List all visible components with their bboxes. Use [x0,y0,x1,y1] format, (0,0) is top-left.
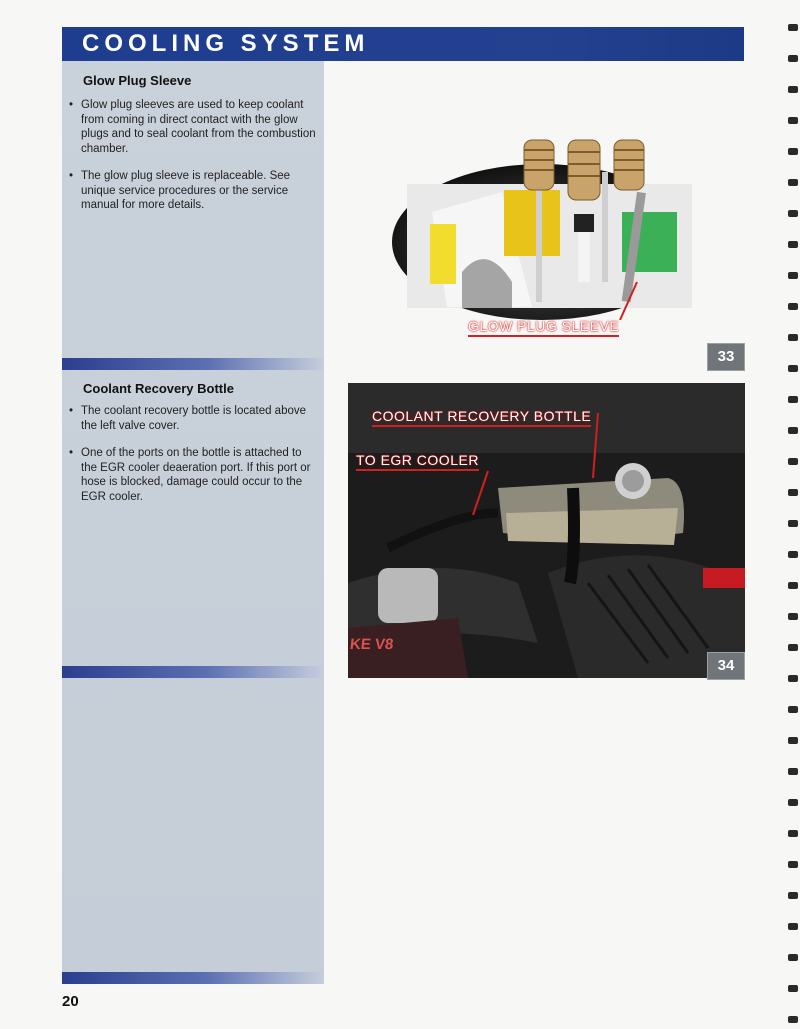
binding-ring [788,272,798,279]
binding-ring [788,210,798,217]
binding-ring [788,923,798,930]
binding-ring [788,892,798,899]
binding-ring [788,86,798,93]
binding-ring [788,985,798,992]
callout-underline [468,335,619,337]
binding-ring [788,675,798,682]
binding-ring [788,241,798,248]
bullet-item: • One of the ports on the bottle is attached to the EGR cooler deaeration port. If this port or hose is blocked, damage could occur to the EGR cooler. [69,447,311,503]
bullet-item: • The coolant recovery bottle is located above the left valve cover. [69,405,307,432]
binding-ring [788,303,798,310]
binding-ring [788,582,798,589]
binding-ring [788,613,798,620]
section-header-bar [62,27,744,61]
binding-ring [788,861,798,868]
binding-ring [788,1016,798,1023]
binding-ring [788,427,798,434]
bullet-glyph: • [69,99,74,111]
bullet-item: • Glow plug sleeves are used to keep coolant from coming in direct contact with the glow plugs and to seal coolant from the combustion chamber. [69,99,316,155]
binding-ring [788,551,798,558]
binding-ring [788,799,798,806]
binding-ring [788,768,798,775]
page-number: 20 [62,993,79,1010]
binding-ring [788,24,798,31]
binding-ring [788,55,798,62]
binding-ring [788,396,798,403]
figure-number-34: 34 [707,652,745,680]
binding-ring [788,489,798,496]
binding-ring [788,954,798,961]
binding-ring [788,334,798,341]
page-title: COOLING SYSTEM [82,30,370,57]
coolant-recovery-bottle-callout: COOLANT RECOVERY BOTTLE [372,408,591,427]
figure-number-33: 33 [707,343,745,371]
section-title-coolant-recovery-bottle: Coolant Recovery Bottle [83,381,234,396]
bullet-glyph: • [69,170,74,182]
binding-ring [788,520,798,527]
to-egr-cooler-callout: TO EGR COOLER [356,452,479,471]
binding-ring [788,706,798,713]
section-title-glow-plug-sleeve: Glow Plug Sleeve [83,73,192,88]
spiral-binding [786,0,800,1029]
binding-ring [788,148,798,155]
binding-ring [788,737,798,744]
glow-plug-sleeve-callout: GLOW PLUG SLEEVE [468,318,619,337]
binding-ring [788,365,798,372]
bullet-glyph: • [69,405,74,417]
binding-ring [788,458,798,465]
section-divider [62,358,324,370]
glow-plug-bullets [66,98,324,226]
coolant-bottle-bullets [66,404,324,517]
callout-underline [372,425,591,427]
binding-ring [788,179,798,186]
bullet-glyph: • [69,447,74,459]
engine-badge-text: KE V8 [349,636,395,653]
binding-ring [788,830,798,837]
binding-ring [788,117,798,124]
section-divider [62,666,324,678]
binding-ring [788,644,798,651]
section-divider [62,972,324,984]
bullet-item: • The glow plug sleeve is replaceable. See unique service procedures or the service manual for more details. [69,170,291,211]
glow-plug-cutaway-image [392,132,692,320]
coolant-recovery-bottle-photo [348,383,745,678]
callout-underline [356,469,479,471]
